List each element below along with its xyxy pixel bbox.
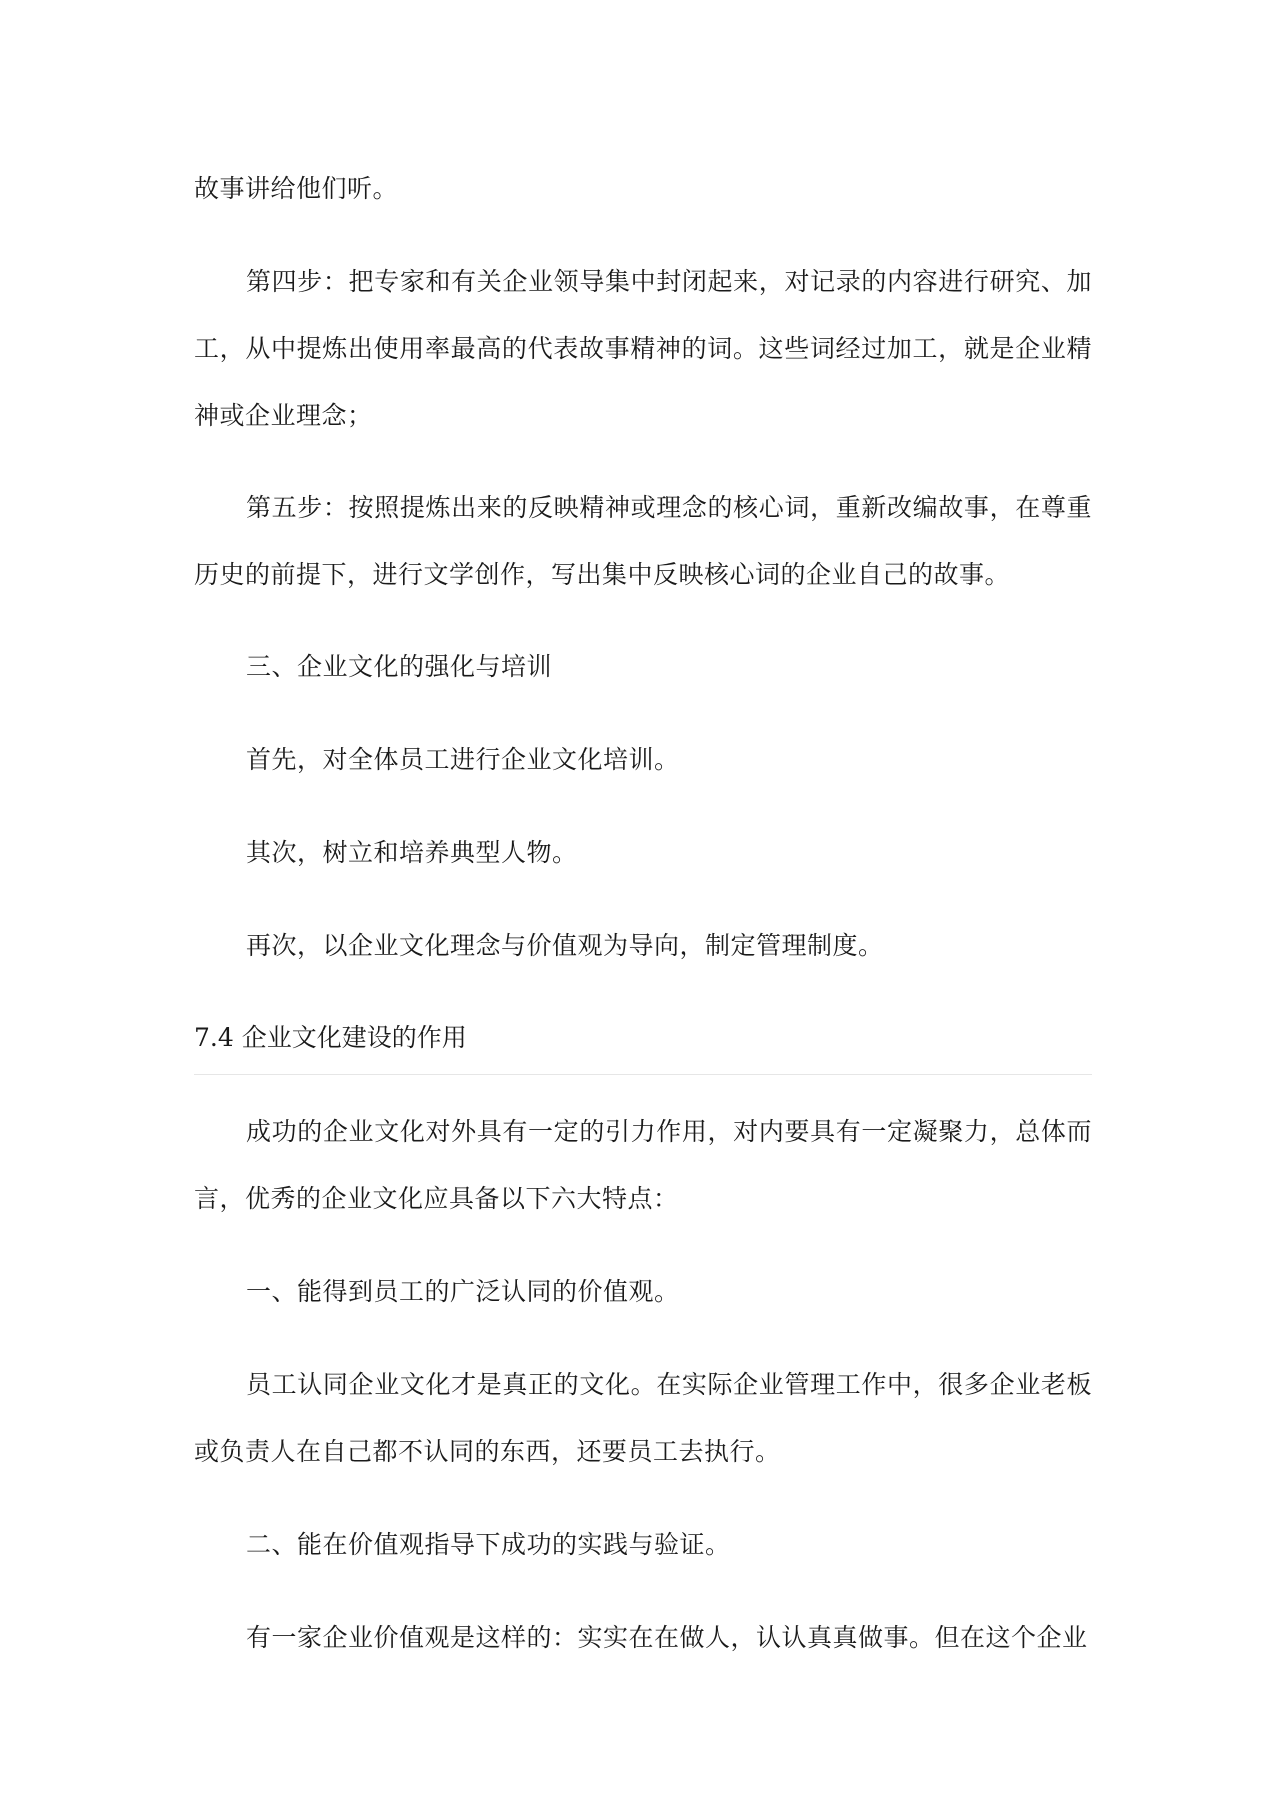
paragraph-intro-features: 成功的企业文化对外具有一定的引力作用，对内要具有一定凝聚力，总体而言，优秀的企业文化应具备以下六大特点：	[194, 1117, 1092, 1213]
paragraph-feature-one: 一、能得到员工的广泛认同的价值观。	[246, 1277, 680, 1306]
paragraph-first: 首先，对全体员工进行企业文化培训。	[246, 745, 680, 774]
paragraph-feature-two-detail: 有一家企业价值观是这样的：实实在在做人，认认真真做事。但在这个企业	[246, 1623, 1088, 1652]
paragraph-second: 其次，树立和培养典型人物。	[246, 838, 578, 867]
paragraph-feature-two: 二、能在价值观指导下成功的实践与验证。	[246, 1530, 731, 1559]
paragraph-section-three: 三、企业文化的强化与培训	[246, 652, 553, 681]
paragraph-step-four: 第四步：把专家和有关企业领导集中封闭起来，对记录的内容进行研究、加工，从中提炼出使用率最高的代表故事精神的词。这些词经过加工，就是企业精神或企业理念；	[194, 267, 1092, 430]
heading-divider	[194, 1074, 1092, 1075]
paragraph-story-end: 故事讲给他们听。	[194, 174, 399, 203]
paragraph-feature-one-detail: 员工认同企业文化才是真正的文化。在实际企业管理工作中，很多企业老板或负责人在自己都不认同的东西，还要员工去执行。	[194, 1370, 1092, 1466]
paragraph-step-five: 第五步：按照提炼出来的反映精神或理念的核心词，重新改编故事，在尊重历史的前提下，进行文学创作，写出集中反映核心词的企业自己的故事。	[194, 493, 1092, 589]
paragraph-third: 再次，以企业文化理念与价值观为导向，制定管理制度。	[246, 931, 884, 960]
section-heading: 7.4 企业文化建设的作用	[194, 1023, 467, 1052]
